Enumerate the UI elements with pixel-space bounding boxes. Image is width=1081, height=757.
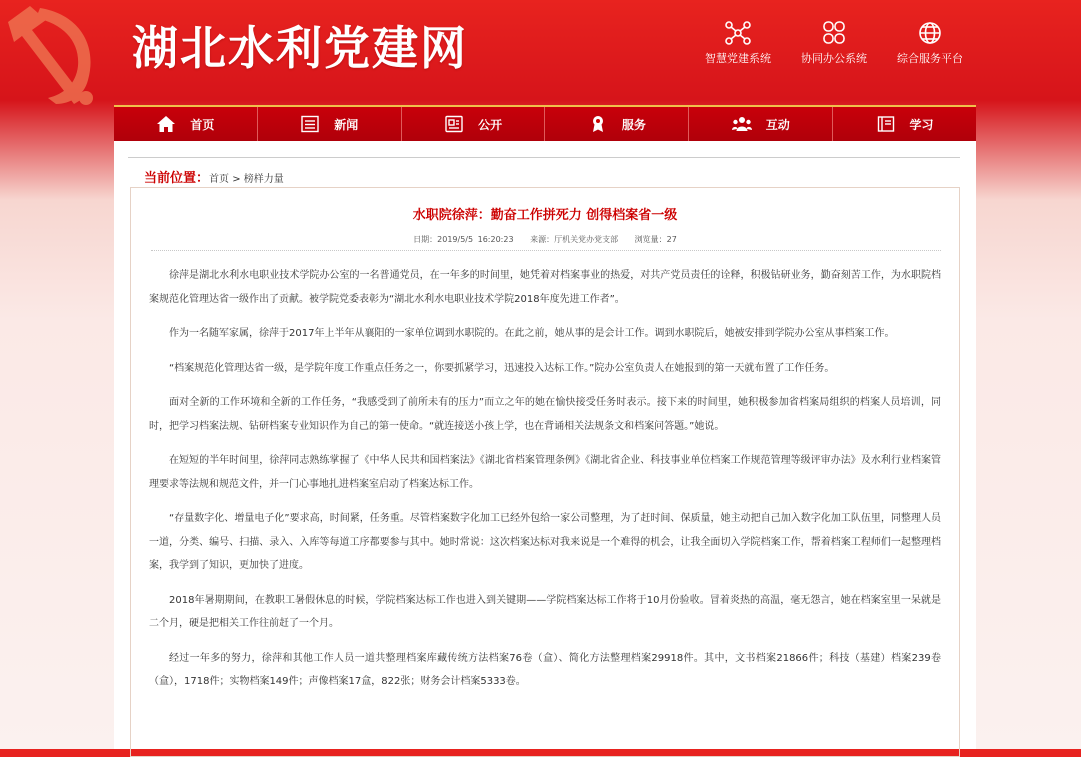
nav-item-news[interactable] <box>258 107 402 141</box>
article <box>130 187 960 757</box>
article-source: 来源：厅机关党办党支部 <box>530 235 619 244</box>
article-paragraph: 经过一年多的努力，徐萍和其他工作人员一道共整理档案库藏传统方法档案76卷（盒）、简化方法整理档案29918件。其中，文书档案21866件；科技（基建）档案239卷（盒），1718件；实物档案149件；声像档案17盒，822张；财务会计档案5333卷。 <box>149 652 941 687</box>
article-title: 水职院徐萍：勤奋工作拼死力 创得档案省一级 <box>412 208 678 223</box>
breadcrumb-home-link[interactable]: 首页 <box>209 174 230 185</box>
nav-label: 公开 <box>478 117 503 132</box>
nav-label: 互动 <box>765 117 790 132</box>
article-paragraph: “档案规范化管理达省一级，是学院年度工作重点任务之一，你要抓紧学习，迅速投入达标工作。”院办公室负责人在她报到的第一天就布置了工作任务。 <box>169 362 835 374</box>
system-link-label: 协同办公系统 <box>801 52 867 65</box>
article-date: 日期：2019/5/5 16:20:23 <box>413 235 514 244</box>
breadcrumb-divider <box>128 157 960 158</box>
article-views: 浏览量：27 <box>634 235 677 244</box>
nav-item-service[interactable] <box>545 107 689 141</box>
system-link-label: 智慧党建系统 <box>705 52 771 65</box>
grid-icon <box>820 20 848 46</box>
office-system-link[interactable] <box>801 20 867 66</box>
list-icon <box>300 115 320 133</box>
content-panel <box>114 141 976 749</box>
document-icon <box>444 115 464 133</box>
home-icon <box>156 115 176 133</box>
hammer-sickle-emblem-icon <box>0 0 130 105</box>
breadcrumb <box>144 167 284 186</box>
service-platform-link[interactable] <box>897 20 963 66</box>
article-paragraph: 面对全新的工作环境和全新的工作任务，“我感受到了前所未有的压力”而立之年的她在愉快接受任务时表示。接下来的时间里，她积极参加省档案局组织的档案人员培训，同时，把学习档案法规、钻研档案专业知识作为自己的第一使命。“就连接送小孩上学，也在背诵相关法规条文和档案问答题。”她说。 <box>149 397 941 432</box>
network-icon <box>724 20 752 46</box>
breadcrumb-separator: > <box>229 174 244 185</box>
article-paragraph: 作为一名随军家属，徐萍于2017年上半年从襄阳的一家单位调到水职院的。在此之前，她从事的是会计工作。调到水职院后，她被安排到学院办公室从事档案工作。 <box>169 328 895 339</box>
nav-item-interact[interactable] <box>689 107 833 141</box>
nav-item-public[interactable] <box>402 107 546 141</box>
book-icon <box>876 115 896 133</box>
header <box>0 0 1081 105</box>
article-paragraph: 徐萍是湖北水利水电职业技术学院办公室的一名普通党员，在一年多的时间里，她凭着对档案事业的热爱，对共产党员责任的诠释，积极钻研业务，勤奋刻苦工作，为水职院档案规范化管理达省一级作出了贡献。被学院党委表彰为“湖北水利水电职业技术学院2018年度先进工作者”。 <box>149 270 941 305</box>
article-divider <box>151 250 941 251</box>
badge-icon <box>588 115 608 133</box>
article-body <box>149 264 941 705</box>
site-title[interactable]: 湖北水利党建网 <box>132 21 468 75</box>
nav-label: 首页 <box>190 117 215 132</box>
breadcrumb-current-link[interactable]: 榜样力量 <box>243 174 284 185</box>
globe-icon <box>916 20 944 46</box>
article-paragraph: 2018年暑期期间，在教职工暑假休息的时候，学院档案达标工作也进入到关键期——学院档案达标工作将于10月份验收。冒着炎热的高温，毫无怨言，她在档案室里一呆就是二个月，硬是把相关工作往前赶了一个月。 <box>149 594 941 629</box>
system-link-label: 综合服务平台 <box>897 52 963 65</box>
smart-party-system-link[interactable] <box>705 20 771 66</box>
nav-item-home[interactable] <box>114 107 258 141</box>
system-links <box>705 20 963 66</box>
nav-item-study[interactable] <box>833 107 976 141</box>
nav-label: 新闻 <box>334 117 359 132</box>
main-nav <box>114 105 976 141</box>
nav-label: 服务 <box>621 117 646 132</box>
breadcrumb-label: 当前位置： <box>144 171 210 186</box>
article-paragraph: 在短短的半年时间里，徐萍同志熟练掌握了《中华人民共和国档案法》《湖北省档案管理条例》《湖北省企业、科技事业单位档案工作规范管理等级评审办法》及水利行业档案管理要求等法规和规范文件，并一门心事地扎进档案室启动了档案达标工作。 <box>149 455 941 490</box>
article-meta <box>131 234 959 245</box>
people-icon <box>732 115 752 133</box>
nav-label: 学习 <box>909 117 934 132</box>
article-paragraph: “存量数字化、增量电子化”要求高，时间紧，任务重。尽管档案数字化加工已经外包给一家公司整理，为了赶时间、保质量，她主动把自己加入数字化加工队伍里，同整理人员一道，分类、编号、扫描、录入、入库等每道工序都要参与其中。她时常说：这次档案达标对我来说是一个难得的机会，让我全面切入学院档案工作，帮着档案工程师们一起整理档案，我学到了知识，更加快了进度。 <box>149 513 941 571</box>
